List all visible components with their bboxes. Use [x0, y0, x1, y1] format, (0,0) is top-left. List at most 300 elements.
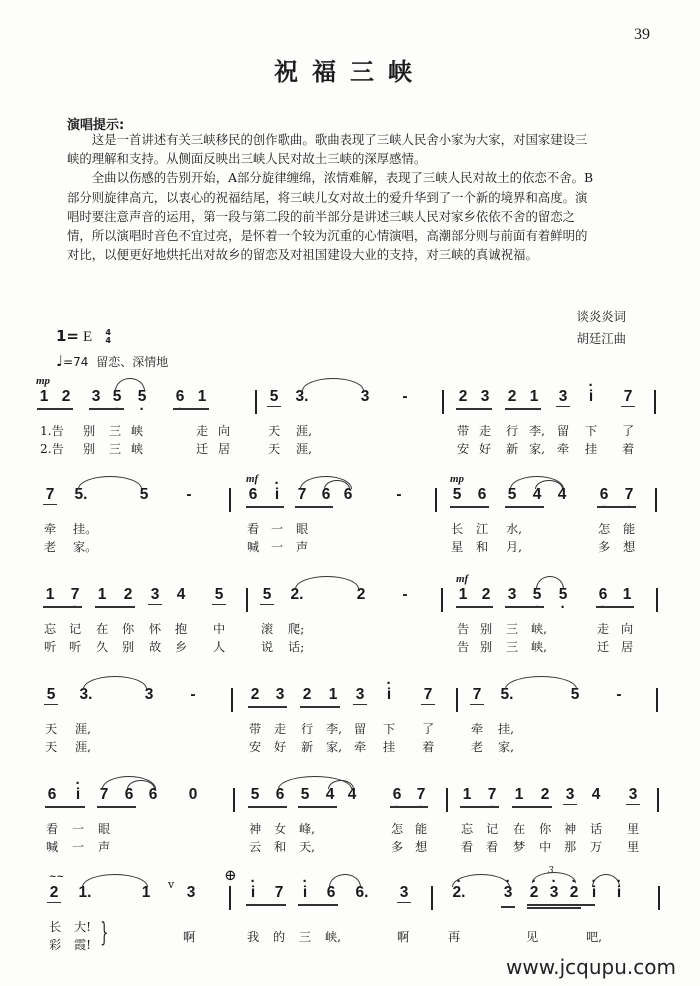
lyric: 看 — [486, 840, 499, 854]
lyric: 迁 — [597, 640, 610, 654]
lyric: 你 — [539, 822, 552, 836]
breath-mark-icon: v — [168, 878, 175, 891]
note: 3 — [563, 786, 577, 805]
barline — [658, 886, 660, 910]
lyric: 走 — [196, 424, 209, 438]
note: 4 — [347, 786, 357, 803]
note: 5 — [260, 586, 274, 605]
lyric: 神 — [249, 822, 262, 836]
lyric: 走 — [479, 424, 492, 438]
lyric: 怀 — [149, 622, 162, 636]
note: 1 — [458, 586, 468, 603]
lyric: 一 — [271, 522, 284, 536]
note: 7 — [274, 884, 284, 901]
lyric: 行 — [301, 722, 314, 736]
staff-system-3 — [0, 570, 700, 665]
note: · i — [270, 486, 284, 504]
note: · i — [71, 786, 85, 804]
note: 2 — [356, 586, 366, 603]
lyric: 江 — [476, 522, 489, 536]
lyric: 看 — [247, 522, 260, 536]
note: 5 — [212, 586, 226, 605]
note: · i — [298, 884, 312, 902]
lyric: 故 — [149, 640, 162, 654]
note: 1 — [97, 586, 107, 603]
note: 7 — [621, 388, 635, 407]
lyric: 老 — [471, 740, 484, 754]
dynamic-mp: mp — [450, 473, 465, 485]
note: 7 — [421, 686, 435, 705]
lyric: 话; — [288, 640, 305, 654]
note: 6 · — [597, 486, 611, 504]
note: · 3 — [547, 884, 561, 902]
lyric: 月, — [506, 540, 523, 554]
lyric: 吧, — [586, 930, 603, 944]
note: 2 — [61, 388, 71, 405]
key-letter: E — [83, 329, 93, 345]
lyric: 走 — [274, 722, 287, 736]
note: 3 — [397, 884, 411, 903]
note: 1 — [141, 884, 151, 901]
lyric: 爬; — [288, 622, 305, 636]
lyric: 抱 — [175, 622, 188, 636]
tempo-marking — [56, 352, 168, 370]
note: - — [396, 486, 402, 503]
lyric: 想 — [623, 540, 636, 554]
note: - — [616, 686, 622, 703]
note: 5 — [139, 486, 149, 503]
lyric: 在 — [96, 622, 109, 636]
tempo-value: =74 — [63, 355, 89, 369]
note: 7 — [297, 486, 307, 503]
lyric: 你 — [122, 622, 135, 636]
lyric: 别 — [83, 442, 96, 456]
note: 3 — [144, 686, 154, 703]
lyric: 三 — [299, 930, 312, 944]
lyric: 着 — [622, 442, 635, 456]
note: 5. — [500, 686, 514, 703]
note: · i — [612, 884, 626, 902]
lyric: 家, — [498, 740, 515, 754]
note: 7 — [99, 786, 109, 803]
note: 3. — [295, 388, 309, 405]
lyric: 听 — [69, 640, 82, 654]
note: 6 — [321, 486, 331, 503]
lyric: 人 — [213, 640, 226, 654]
note: 7 · — [485, 786, 499, 804]
staff-system-1 — [0, 372, 700, 467]
lyric: 挂, — [498, 722, 515, 736]
lyric: 牵 — [471, 722, 484, 736]
note: 1 — [529, 388, 539, 405]
note: 5 — [507, 486, 517, 503]
lyric: 能 — [623, 522, 636, 536]
lyric: 李, — [326, 722, 343, 736]
lyric: 别 — [83, 424, 96, 438]
staff-system-4 — [0, 670, 700, 765]
singing-tips — [67, 130, 599, 264]
lyric: 中 — [539, 840, 552, 854]
barline — [255, 390, 257, 414]
note: 3 — [480, 388, 490, 405]
lyric: 水, — [506, 522, 523, 536]
lyric: 2.告 — [40, 442, 64, 456]
note: · i — [584, 388, 598, 406]
note: - — [186, 486, 192, 503]
lyric: 在 — [513, 822, 526, 836]
lyric: 大! — [74, 920, 92, 934]
lyric: 三 — [109, 442, 122, 456]
lyric: 见 — [526, 930, 539, 944]
note: 1 — [45, 586, 55, 603]
lyric: 喊 — [46, 840, 59, 854]
lyric: 带 — [249, 722, 262, 736]
dynamic-mf: mf — [456, 573, 469, 585]
lyric: 一 — [271, 540, 284, 554]
note: 0 — [188, 786, 198, 803]
lyric: 女 — [274, 822, 287, 836]
quarter-note-icon: ♩ — [56, 352, 64, 370]
note: 3 — [148, 586, 162, 605]
note: 7 · — [622, 486, 636, 504]
tips-paragraph-2: 全曲以伤感的告别开始，A部分旋律缠绵，浓情难解，表现了三峡人民对故土的依恋不舍。B部分则旋律高亢，以衷心的祝福结尾，将三峡儿女对故土的爱升华到了一个新的境界和高度。演唱时要注意声音的运用，第一段与第二段的前半部分是讲述三峡人民对家乡依依不舍的留恋之情，所以演唱时音色不宜过亮，是怀着一个较为沉重的心情演唱，高潮部分则与前面有着鲜明的对比，以便更好地烘托出对故乡的留恋及对祖国建设大业的支持，对三峡的真诚祝福。 — [67, 170, 594, 263]
lyric: 别 — [480, 622, 493, 636]
note: 4 — [325, 786, 335, 803]
lyric: 再 — [448, 930, 461, 944]
lyric: 梦 — [513, 840, 526, 854]
lyric: 牵 — [44, 522, 57, 536]
lyric: 长 — [451, 522, 464, 536]
lyric: 和 — [274, 840, 287, 854]
lyric: 记 — [69, 622, 82, 636]
barline — [442, 390, 444, 414]
credits — [576, 306, 626, 350]
lyric: 里 — [627, 822, 640, 836]
note: 6 · — [173, 388, 187, 406]
lyric: 那 — [564, 840, 577, 854]
lyric: 里 — [627, 840, 640, 854]
note: - — [402, 388, 408, 405]
lyric: 峡, — [531, 640, 548, 654]
lyric: 多 — [391, 840, 404, 854]
note: 2 — [123, 586, 133, 603]
lyric: 迁 — [196, 442, 209, 456]
note: 1. — [78, 884, 92, 901]
lyric: 李, — [529, 424, 546, 438]
note: 1 — [514, 786, 524, 803]
time-signature: 4 4 — [105, 327, 111, 345]
lyric: 话 — [590, 822, 603, 836]
lyric: 乡 — [175, 640, 188, 654]
lyric: 安 — [457, 442, 470, 456]
note: 6 — [477, 486, 487, 503]
lyric: 我 — [247, 930, 260, 944]
lyric: 峰, — [299, 822, 316, 836]
lyric: 神 — [564, 822, 577, 836]
lyricist: 谈炎炎词 — [576, 309, 626, 324]
dynamic-mp: mp — [36, 375, 51, 387]
lyric: 1.告 — [40, 424, 64, 438]
note: 1 — [39, 388, 49, 405]
note: 6 — [275, 786, 285, 803]
turn-ornament-icon: ~~ — [49, 872, 65, 882]
lyric: 啊 — [183, 930, 196, 944]
note: 5 · — [530, 586, 544, 604]
lyric: 想 — [415, 840, 428, 854]
note: 2 — [47, 884, 61, 903]
note: 7 — [470, 686, 484, 705]
lyric: 向 — [621, 622, 634, 636]
note: 6 — [248, 486, 258, 503]
lyric: 天, — [299, 840, 316, 854]
lyric: 挂 — [383, 740, 396, 754]
lyric: 长 — [49, 920, 62, 934]
lyric: 听 — [44, 640, 57, 654]
lyric: 久 — [96, 640, 109, 654]
staff-system-6 — [0, 868, 700, 963]
lyric: 牵 — [557, 442, 570, 456]
barline — [231, 688, 233, 712]
lyric: 声 — [296, 540, 309, 554]
lyric: 安 — [249, 740, 262, 754]
note: 5 — [250, 786, 260, 803]
lyric: 带 — [457, 424, 470, 438]
lyric: 多 — [598, 540, 611, 554]
dynamic-mf: mf — [246, 473, 259, 485]
triplet-marker: 3 — [548, 866, 554, 876]
lyric: 星 — [451, 540, 464, 554]
note: 6 — [47, 786, 57, 803]
lyric: 居 — [621, 640, 634, 654]
lyric: 三 — [109, 424, 122, 438]
note: 7 · — [68, 586, 82, 604]
lyric: 涯, — [296, 424, 313, 438]
note: · i — [382, 686, 396, 704]
lyric: 家, — [326, 740, 343, 754]
lyric: 好 — [274, 740, 287, 754]
note: 1 — [622, 586, 632, 603]
note: 5 · — [556, 586, 570, 604]
barline — [655, 488, 657, 512]
lyric: 挂 — [585, 442, 598, 456]
note: 3 — [360, 388, 370, 405]
note: 2 — [481, 586, 491, 603]
lyric: 看 — [46, 822, 59, 836]
lyric: 老 — [44, 540, 57, 554]
note: 6 — [148, 786, 158, 803]
lyric: 别 — [480, 640, 493, 654]
lyric: 啊 — [397, 930, 410, 944]
note: 3 — [91, 388, 101, 405]
lyric: 峡, — [531, 622, 548, 636]
lyric: 天 — [268, 424, 281, 438]
lyric: 峡 — [131, 424, 144, 438]
note: 3. — [79, 686, 93, 703]
lyric: 新 — [301, 740, 314, 754]
lyric: 云 — [249, 840, 262, 854]
expression: 留恋、深情地 — [96, 355, 169, 369]
lyric: 峡 — [131, 442, 144, 456]
note: 4 — [591, 786, 601, 803]
lyric: 一 — [72, 822, 85, 836]
barline — [656, 688, 658, 712]
lyric: 三 — [506, 640, 519, 654]
lyric: 涯, — [75, 740, 92, 754]
lyric: 涯, — [75, 722, 92, 736]
tips-paragraph-1: 这是一首讲述有关三峡移民的创作歌曲。歌曲表现了三峡人民舍小家为大家，对国家建设三峡的理解和支持。从侧面反映出三峡人民对故土三峡的深厚感情。 — [67, 132, 588, 167]
lyric: 下 — [383, 722, 396, 736]
barline — [456, 688, 458, 712]
staff-system-5 — [0, 770, 700, 865]
barline — [446, 788, 448, 812]
lyric: 留 — [557, 424, 570, 438]
lyric: 眼 — [98, 822, 111, 836]
note: 2. — [290, 586, 304, 603]
barline — [657, 788, 659, 812]
note: 6 · — [596, 586, 610, 604]
note: 7 · — [414, 786, 428, 804]
lyric: 忘 — [44, 622, 57, 636]
lyric: 喊 — [247, 540, 260, 554]
note: - — [190, 686, 196, 703]
barline — [654, 390, 656, 414]
lyric: 居 — [218, 442, 231, 456]
note: 3 — [626, 786, 640, 805]
note: 6. — [355, 884, 369, 901]
lyric: 着 — [422, 740, 435, 754]
note: · i — [246, 884, 260, 902]
note: 6 — [124, 786, 134, 803]
note: 2 — [507, 388, 517, 405]
lyric: 彩 — [49, 938, 62, 952]
note: · 2 — [567, 884, 581, 902]
lyric: 说 — [261, 640, 274, 654]
note: 1 — [462, 786, 472, 803]
lyric: 涯, — [296, 442, 313, 456]
lyric: 行 — [506, 424, 519, 438]
lyric: 告 — [457, 640, 470, 654]
lyric: 了 — [622, 424, 635, 438]
lyric: 看 — [461, 840, 474, 854]
lyric: 家, — [529, 442, 546, 456]
lyric: 峡, — [325, 930, 342, 944]
lyric: 忘 — [461, 822, 474, 836]
note: 2 — [540, 786, 550, 803]
note: 5 — [300, 786, 310, 803]
tips-label: 演唱提示: — [67, 118, 125, 133]
lyric: 了 — [422, 722, 435, 736]
lyric: 向 — [218, 424, 231, 438]
note: 4 — [176, 586, 186, 603]
note: 2 — [250, 686, 260, 703]
note: 4 — [557, 486, 567, 503]
lyric: 滚 — [261, 622, 274, 636]
lyric: 中 — [213, 622, 226, 636]
lyric: 告 — [457, 622, 470, 636]
barline — [431, 886, 433, 910]
note: 5 — [452, 486, 462, 503]
note: 7 — [43, 486, 57, 505]
barline — [435, 488, 437, 512]
lyric: 三 — [506, 622, 519, 636]
note: 3 — [186, 884, 196, 901]
song-title: 祝福三峡 — [274, 57, 426, 86]
barline — [233, 788, 235, 812]
note: 1 — [328, 686, 338, 703]
lyric: 眼 — [296, 522, 309, 536]
note: 5 — [570, 686, 580, 703]
note: 5. — [74, 486, 88, 503]
note: · 3 — [501, 884, 515, 902]
note: - — [402, 586, 408, 603]
composer: 胡廷江曲 — [576, 331, 626, 346]
barline — [246, 588, 248, 612]
barline — [229, 886, 231, 910]
note: 4 — [532, 486, 542, 503]
note: 6 · — [390, 786, 404, 804]
coda-icon: ⊕ — [224, 866, 237, 884]
note: · 2. — [449, 884, 469, 902]
staff-system-2 — [0, 470, 700, 565]
lyric: 走 — [597, 622, 610, 636]
lyric: 牵 — [354, 740, 367, 754]
note: 1 — [197, 388, 207, 405]
note: 2 — [458, 388, 468, 405]
note: 5 · — [135, 388, 149, 406]
barline — [656, 588, 658, 612]
lyric: 新 — [506, 442, 519, 456]
lyric: 霞! — [74, 938, 92, 952]
lyric: 记 — [486, 822, 499, 836]
lyric: 万 — [590, 840, 603, 854]
note: 5 — [44, 686, 58, 705]
lyric: 好 — [479, 442, 492, 456]
note: 6 — [343, 486, 353, 503]
lyric: 的 — [273, 930, 286, 944]
lyric: 一 — [72, 840, 85, 854]
note: 5 — [267, 388, 281, 407]
note: 3 — [556, 388, 570, 407]
watermark: www.jcqupu.com — [506, 955, 676, 979]
note: 3 — [507, 586, 517, 603]
lyric: 怎 — [391, 822, 404, 836]
lyric: 家。 — [73, 540, 98, 554]
note: 3 — [275, 686, 285, 703]
barline — [229, 488, 231, 512]
barline — [441, 588, 443, 612]
lyric: 能 — [415, 822, 428, 836]
note: 6 — [326, 884, 336, 901]
note: 2 — [302, 686, 312, 703]
key-signature — [56, 327, 111, 346]
brace-icon: } — [100, 918, 109, 948]
lyric: 天 — [45, 740, 58, 754]
lyric: 留 — [354, 722, 367, 736]
lyric: 天 — [268, 442, 281, 456]
note: · i — [587, 884, 601, 902]
page-number: 39 — [634, 26, 650, 43]
key-number: 1= — [56, 327, 80, 345]
note: · 2 — [527, 884, 541, 902]
lyric: 下 — [585, 424, 598, 438]
lyric: 声 — [98, 840, 111, 854]
note: 5 · — [110, 388, 124, 406]
lyric: 挂。 — [73, 522, 98, 536]
note: 3 — [353, 686, 367, 705]
lyric: 和 — [476, 540, 489, 554]
lyric: 天 — [45, 722, 58, 736]
lyric: 怎 — [598, 522, 611, 536]
